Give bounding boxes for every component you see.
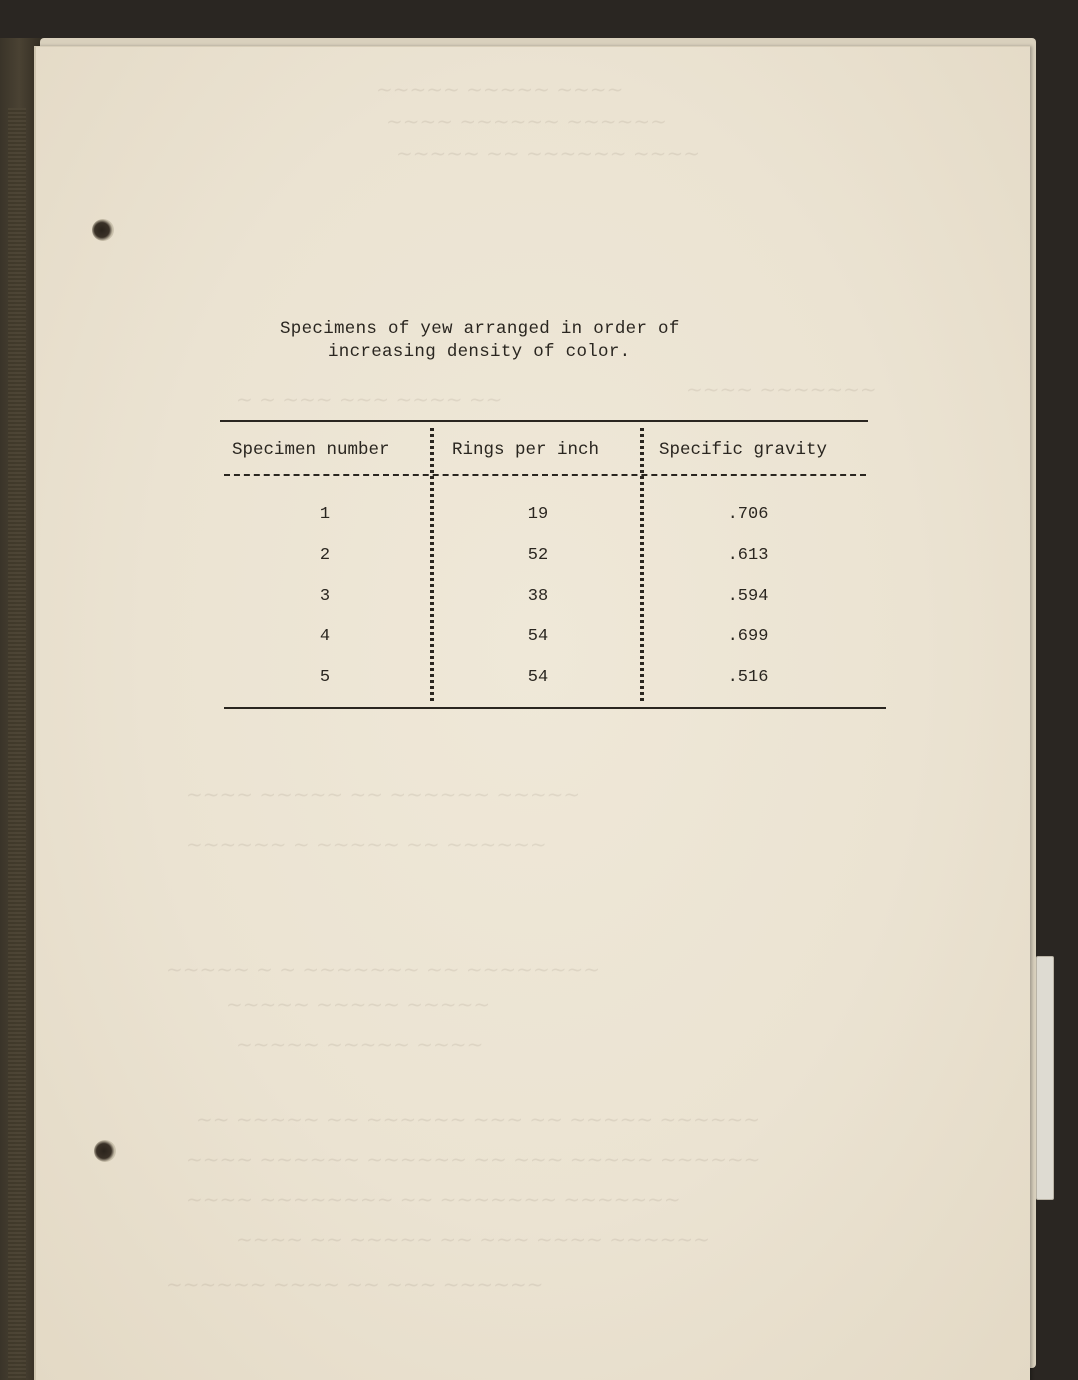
document-title <box>280 318 680 364</box>
bleed-through-handwriting: ~~~~~ ~~~~~ ~~~~ <box>376 77 624 101</box>
bleed-through-handwriting: ~~~~~~ ~ ~~~~~ ~~ ~~~~~~ <box>186 832 547 856</box>
bleed-through-handwriting: ~~~~ ~~~~~~~ <box>686 377 877 401</box>
header-specific-gravity: Specific gravity <box>659 440 828 460</box>
cell-rings: 52 <box>527 546 549 565</box>
cell-rings: 54 <box>527 627 549 646</box>
cell-rings: 38 <box>527 587 549 606</box>
cell-gravity: .699 <box>727 627 769 646</box>
bleed-through-handwriting: ~~~~ ~~~~~~ ~~~~~~ <box>386 109 667 133</box>
cell-gravity: .594 <box>727 587 769 606</box>
cell-gravity: .613 <box>727 546 769 565</box>
cell-gravity: .516 <box>727 668 769 687</box>
page <box>34 46 1030 1380</box>
binder-hole-top <box>92 219 114 241</box>
spine-cloth <box>8 108 26 1380</box>
index-tab <box>1036 956 1054 1200</box>
cell-rings: 19 <box>527 505 549 524</box>
bleed-through-handwriting: ~~~~ ~~~~~~ ~~~~~~ ~~ ~~~ ~~~~~ ~~~~~~ <box>186 1147 761 1171</box>
cell-specimen: 5 <box>319 668 331 687</box>
column-separator-1 <box>430 428 434 704</box>
binder-hole-bottom <box>94 1140 116 1162</box>
cell-specimen: 2 <box>319 546 331 565</box>
bleed-through-handwriting: ~~~~~ ~~~~~ ~~~~ <box>236 1032 484 1056</box>
table-top-rule <box>220 420 868 422</box>
cell-specimen: 3 <box>319 587 331 606</box>
cell-rings: 54 <box>527 668 549 687</box>
header-rings-per-inch: Rings per inch <box>452 440 600 460</box>
bleed-through-handwriting: ~~ ~~~~~ ~~ ~~~~~~ ~~~ ~~ ~~~~~ ~~~~~~ <box>196 1107 760 1131</box>
bleed-through-handwriting: ~~~~ ~~~~~~~~ ~~ ~~~~~~~ ~~~~~~~ <box>186 1187 681 1211</box>
header-specimen-number: Specimen number <box>232 440 390 460</box>
title-line-2: increasing density of color. <box>328 342 631 362</box>
column-separator-2 <box>640 428 644 704</box>
table-bottom-rule <box>224 707 886 709</box>
bleed-through-handwriting: ~~~~~ ~ ~ ~~~~~~~ ~~ ~~~~~~~~ <box>166 957 600 981</box>
cell-specimen: 4 <box>319 627 331 646</box>
bleed-through-handwriting: ~ ~ ~~~ ~~~ ~~~~ ~~ <box>236 387 503 411</box>
bleed-through-handwriting: ~~~~~ ~~~~~ ~~~~~ <box>226 992 491 1016</box>
header-separator <box>224 474 866 476</box>
bleed-through-handwriting: ~~~~ ~~ ~~~~~ ~~ ~~~ ~~~~ ~~~~~~ <box>236 1227 710 1251</box>
bleed-through-handwriting: ~~~~~~ ~~~~ ~~ ~~~ ~~~~~~ <box>166 1272 544 1296</box>
title-line-1: Specimens of yew arranged in order of <box>280 319 680 339</box>
bleed-through-handwriting: ~~~~ ~~~~~ ~~ ~~~~~~ ~~~~~ <box>186 782 581 806</box>
cell-specimen: 1 <box>319 505 331 524</box>
bleed-through-handwriting: ~~~~~ ~~ ~~~~~~ ~~~~ <box>396 141 700 165</box>
cell-gravity: .706 <box>727 505 769 524</box>
